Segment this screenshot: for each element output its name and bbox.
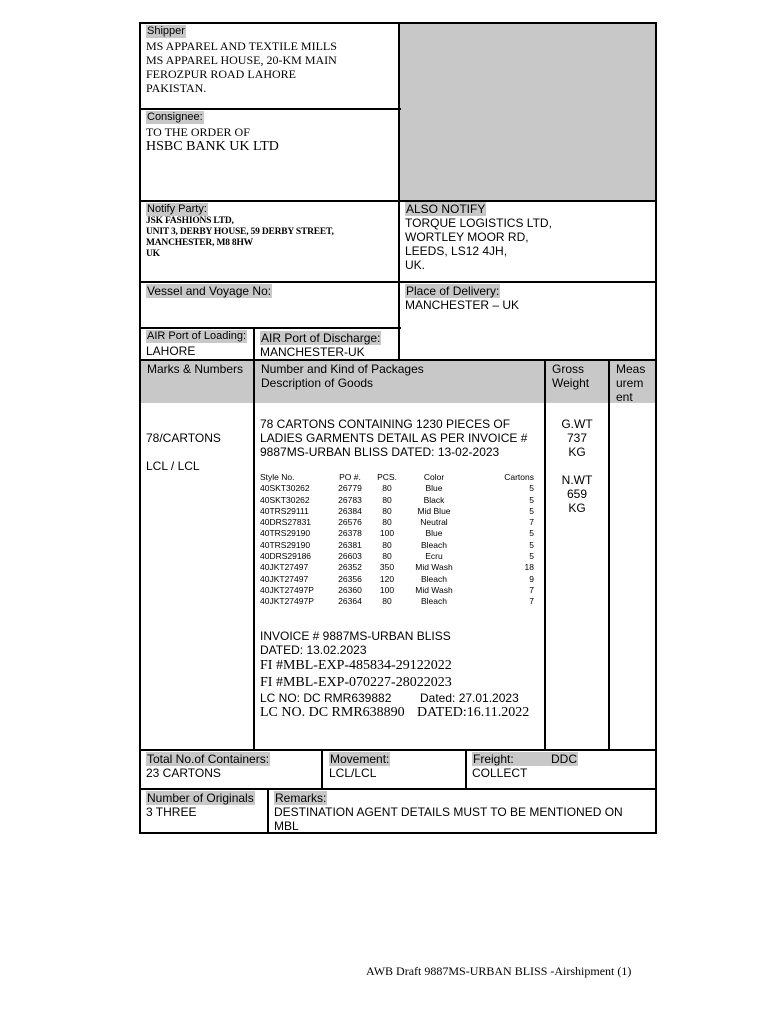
place-of-delivery-label: Place of Delivery: [406, 284, 500, 298]
po-number-cell: 26381 [338, 539, 362, 550]
also-notify-label: ALSO NOTIFY [406, 202, 486, 216]
pieces-cell: 120 [379, 573, 395, 584]
color-cell: Bleach [421, 573, 447, 584]
style-number-cell: 40DRS29186 [260, 551, 312, 562]
style-number-cell: 40SKT30262 [260, 494, 310, 505]
document-footer: AWB Draft 9887MS-URBAN BLISS -Airshipment (1) [366, 964, 632, 978]
measurement-header: ent [616, 390, 633, 404]
cartons-cell: 7 [529, 596, 534, 607]
freight-value: COLLECT [472, 766, 528, 780]
cartons-cell: 7 [529, 584, 534, 595]
column-header: PCS. [377, 472, 397, 482]
table-row [260, 562, 534, 573]
description-header: Description of Goods [261, 376, 374, 390]
style-number-cell: 40TRS29111 [260, 505, 309, 516]
net-weight-unit: KG [568, 501, 586, 515]
also-notify-line: TORQUE LOGISTICS LTD, [405, 216, 552, 230]
cartons-cell: 9 [529, 573, 534, 584]
style-number-cell: 40JKT27497 [260, 562, 309, 573]
fi-number: FI #MBL-EXP-070227-28022023 [260, 675, 452, 690]
invoice-date: DATED: 13.02.2023 [260, 643, 367, 657]
movement-label: Movement: [330, 752, 390, 766]
lc-date: Dated: 27.01.2023 [420, 691, 519, 705]
pieces-cell: 100 [379, 528, 395, 539]
net-weight-label: N.WT [561, 473, 593, 487]
column-header: PO #. [339, 472, 361, 482]
border-left [139, 22, 141, 834]
cartons-cell: 5 [529, 528, 534, 539]
gross-weight-value: 737 [566, 431, 588, 445]
pieces-cell: 80 [382, 596, 392, 607]
vessel-voyage-label: Vessel and Voyage No: [147, 284, 272, 298]
style-number-cell: 40TRS29190 [260, 539, 311, 550]
table-row [260, 517, 534, 528]
shipper-line: FEROZPUR ROAD LAHORE [146, 67, 297, 81]
consignee-line: TO THE ORDER OF [146, 125, 250, 139]
color-cell: Bleach [421, 539, 447, 550]
gross-weight-header: Gross [552, 362, 585, 376]
air-port-discharge-label: AIR Port of Discharge: [261, 331, 381, 345]
cartons-cell: 5 [529, 551, 534, 562]
measurement-header: Meas [616, 362, 646, 376]
divider [139, 327, 401, 329]
po-number-cell: 26576 [338, 517, 362, 528]
color-cell: Black [423, 494, 445, 505]
remarks-label: Remarks: [275, 791, 327, 805]
gross-weight-label: G.WT [561, 417, 593, 431]
style-number-cell: 40TRS29190 [260, 528, 311, 539]
number-of-originals-label: Number of Originals [147, 791, 254, 805]
divider [139, 749, 657, 751]
border-right [655, 22, 657, 834]
gross-weight-unit: KG [568, 445, 586, 459]
divider [465, 749, 467, 790]
cartons-cell: 7 [529, 517, 534, 528]
divider [267, 788, 269, 834]
color-cell: Mid Blue [417, 505, 451, 516]
consignee-label: Consignee: [147, 111, 203, 123]
po-number-cell: 26360 [338, 584, 362, 595]
pieces-cell: 100 [379, 584, 395, 595]
style-number-cell: 40JKT27497P [260, 596, 314, 607]
notify-party-line: UNIT 3, DERBY HOUSE, 59 DERBY STREET, [146, 227, 334, 237]
style-number-cell: 40JKT27497P [260, 584, 314, 595]
pieces-cell: 80 [382, 483, 392, 494]
table-row [260, 574, 534, 585]
total-containers-label: Total No.of Containers: [147, 752, 270, 766]
notify-party-line: JSK FASHIONS LTD, [146, 216, 234, 226]
cartons-cell: 5 [529, 505, 534, 516]
pieces-cell: 80 [382, 517, 392, 528]
column-header: Color [423, 472, 445, 482]
table-row [260, 506, 534, 517]
color-cell: Neutral [420, 517, 448, 528]
divider [398, 22, 400, 361]
style-number-cell: 40SKT30262 [260, 483, 310, 494]
style-breakdown-table [260, 472, 534, 608]
style-number-cell: 40DRS27831 [260, 517, 312, 528]
shipper-line: MS APPAREL HOUSE, 20-KM MAIN [146, 53, 337, 67]
table-row [260, 483, 534, 494]
table-row [260, 540, 534, 551]
cartons-cell: 5 [529, 483, 534, 494]
po-number-cell: 26352 [338, 562, 362, 573]
table-row [260, 596, 534, 607]
cartons-cell: 5 [529, 494, 534, 505]
table-row [260, 585, 534, 596]
remarks-line: DESTINATION AGENT DETAILS MUST TO BE MENTIONED ON [274, 805, 623, 819]
freight-label: Freight: [472, 752, 550, 766]
net-weight-value: 659 [566, 487, 588, 501]
shipper-label: Shipper [147, 25, 185, 37]
divider [139, 108, 401, 110]
po-number-cell: 26378 [338, 528, 362, 539]
gross-weight-header: Weight [552, 376, 590, 390]
pieces-cell: 350 [379, 562, 395, 573]
lc-number: LC NO: DC RMR639882 [260, 691, 392, 705]
air-port-loading-label: AIR Port of Loading: [147, 330, 247, 342]
po-number-cell: 26779 [338, 483, 362, 494]
color-cell: Ecru [425, 551, 443, 562]
marks-lcl: LCL / LCL [146, 459, 200, 473]
goods-description-line: 78 CARTONS CONTAINING 1230 PIECES OF [260, 417, 511, 431]
column-header: Style No. [260, 472, 295, 482]
goods-description-line: LADIES GARMENTS DETAIL AS PER INVOICE # [260, 431, 528, 445]
invoice-number: INVOICE # 9887MS-URBAN BLISS [260, 629, 451, 643]
divider [139, 788, 657, 790]
also-notify-line: WORTLEY MOOR RD, [405, 230, 529, 244]
color-cell: Mid Wash [415, 562, 453, 573]
movement-value: LCL/LCL [329, 766, 377, 780]
packages-header: Number and Kind of Packages [261, 362, 424, 376]
po-number-cell: 26384 [338, 505, 362, 516]
color-cell: Blue [425, 483, 443, 494]
pieces-cell: 80 [382, 505, 392, 516]
freight-ddc: DDC [551, 752, 577, 766]
measurement-header: urem [616, 376, 644, 390]
lc-number: LC NO. DC RMR638890 [260, 705, 405, 720]
color-cell: Mid Wash [415, 584, 453, 595]
table-row [260, 495, 534, 506]
divider [321, 749, 323, 790]
remarks-line: MBL [274, 819, 299, 833]
po-number-cell: 26783 [338, 494, 362, 505]
lc-date: DATED:16.11.2022 [417, 705, 530, 720]
table-row [260, 528, 534, 539]
notify-party-label: Notify Party: [147, 203, 207, 215]
po-number-cell: 26603 [338, 551, 362, 562]
po-number-cell: 26356 [338, 573, 362, 584]
notify-party-line: MANCHESTER, M8 8HW [146, 238, 253, 248]
style-number-cell: 40JKT27497 [260, 573, 309, 584]
notify-party-line: UK [146, 249, 160, 259]
number-of-originals-value: 3 THREE [146, 805, 197, 819]
style-table-body [260, 483, 534, 607]
color-cell: Bleach [421, 596, 447, 607]
shipper-line: MS APPAREL AND TEXTILE MILLS [146, 39, 337, 53]
cartons-cell: 18 [524, 562, 534, 573]
cartons-cell: 5 [529, 539, 534, 550]
table-header-row [260, 472, 534, 483]
shipper-line: PAKISTAN. [146, 81, 207, 95]
marks-numbers-header: Marks & Numbers [147, 362, 244, 376]
po-number-cell: 26364 [338, 596, 362, 607]
top-right-shaded-panel [400, 24, 655, 201]
divider [253, 327, 255, 751]
total-containers-value: 23 CARTONS [146, 766, 221, 780]
fi-number: FI #MBL-EXP-485834-29122022 [260, 658, 452, 673]
border-bottom [139, 832, 657, 834]
color-cell: Blue [425, 528, 443, 539]
pieces-cell: 80 [382, 551, 392, 562]
also-notify-line: UK. [405, 258, 426, 272]
also-notify-line: LEEDS, LS12 4JH, [405, 244, 508, 258]
pieces-cell: 80 [382, 539, 392, 550]
pieces-cell: 80 [382, 494, 392, 505]
table-row [260, 551, 534, 562]
goods-description-line: 9887MS-URBAN BLISS DATED: 13-02-2023 [260, 445, 500, 459]
place-of-delivery-value: MANCHESTER – UK [405, 298, 520, 312]
air-port-discharge-value: MANCHESTER-UK [260, 345, 365, 359]
marks-cartons: 78/CARTONS [146, 431, 221, 445]
consignee-bank: HSBC BANK UK LTD [146, 139, 279, 154]
column-header: Cartons [504, 472, 534, 482]
air-port-loading-value: LAHORE [146, 344, 196, 358]
